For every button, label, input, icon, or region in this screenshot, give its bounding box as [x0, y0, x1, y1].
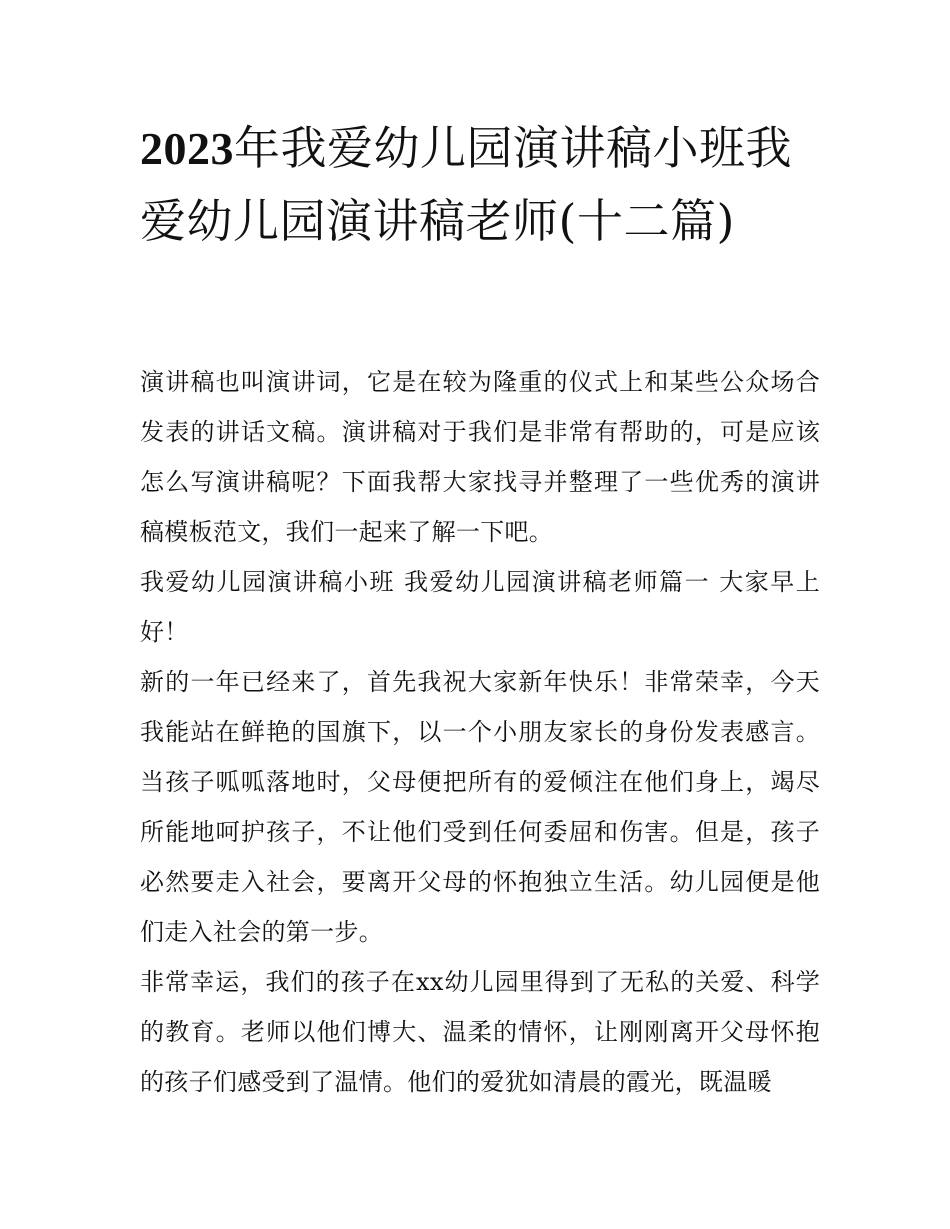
paragraph-fortunate: 非常幸运，我们的孩子在xx幼儿园里得到了无私的关爱、科学的教育。老师以他们博大、温柔的情怀，让刚刚离开父母怀抱的孩子们感受到了温情。他们的爱犹如清晨的霞光，既温暖 — [140, 968, 820, 1096]
title-text: 年我爱幼儿园演讲稿小班我爱幼儿园演讲稿老师(十二篇) — [140, 121, 792, 248]
title-year: 2023 — [140, 123, 234, 174]
paragraph-intro: 演讲稿也叫演讲词，它是在较为隆重的仪式上和某些公众场合发表的讲话文稿。演讲稿对于我们是非常有帮助的，可是应该怎么写演讲稿呢？下面我帮大家找寻并整理了一些优秀的演讲稿模板范文，我们一起来了解一下吧。 — [140, 368, 820, 546]
document-body — [140, 357, 820, 1107]
document-title — [140, 112, 830, 257]
paragraph-new-year: 新的一年已经来了，首先我祝大家新年快乐！非常荣幸，今天我能站在鲜艳的国旗下，以一个小朋友家长的身份发表感言。当孩子呱呱落地时，父母便把所有的爱倾注在他们身上，竭尽所能地呵护孩子，不让他们受到任何委屈和伤害。但是，孩子必然要走入社会，要离开父母的怀抱独立生活。幼儿园便是他们走入社会的第一步。 — [140, 668, 820, 946]
paragraph-section-heading: 我爱幼儿园演讲稿小班 我爱幼儿园演讲稿老师篇一 大家早上好！ — [140, 568, 820, 646]
